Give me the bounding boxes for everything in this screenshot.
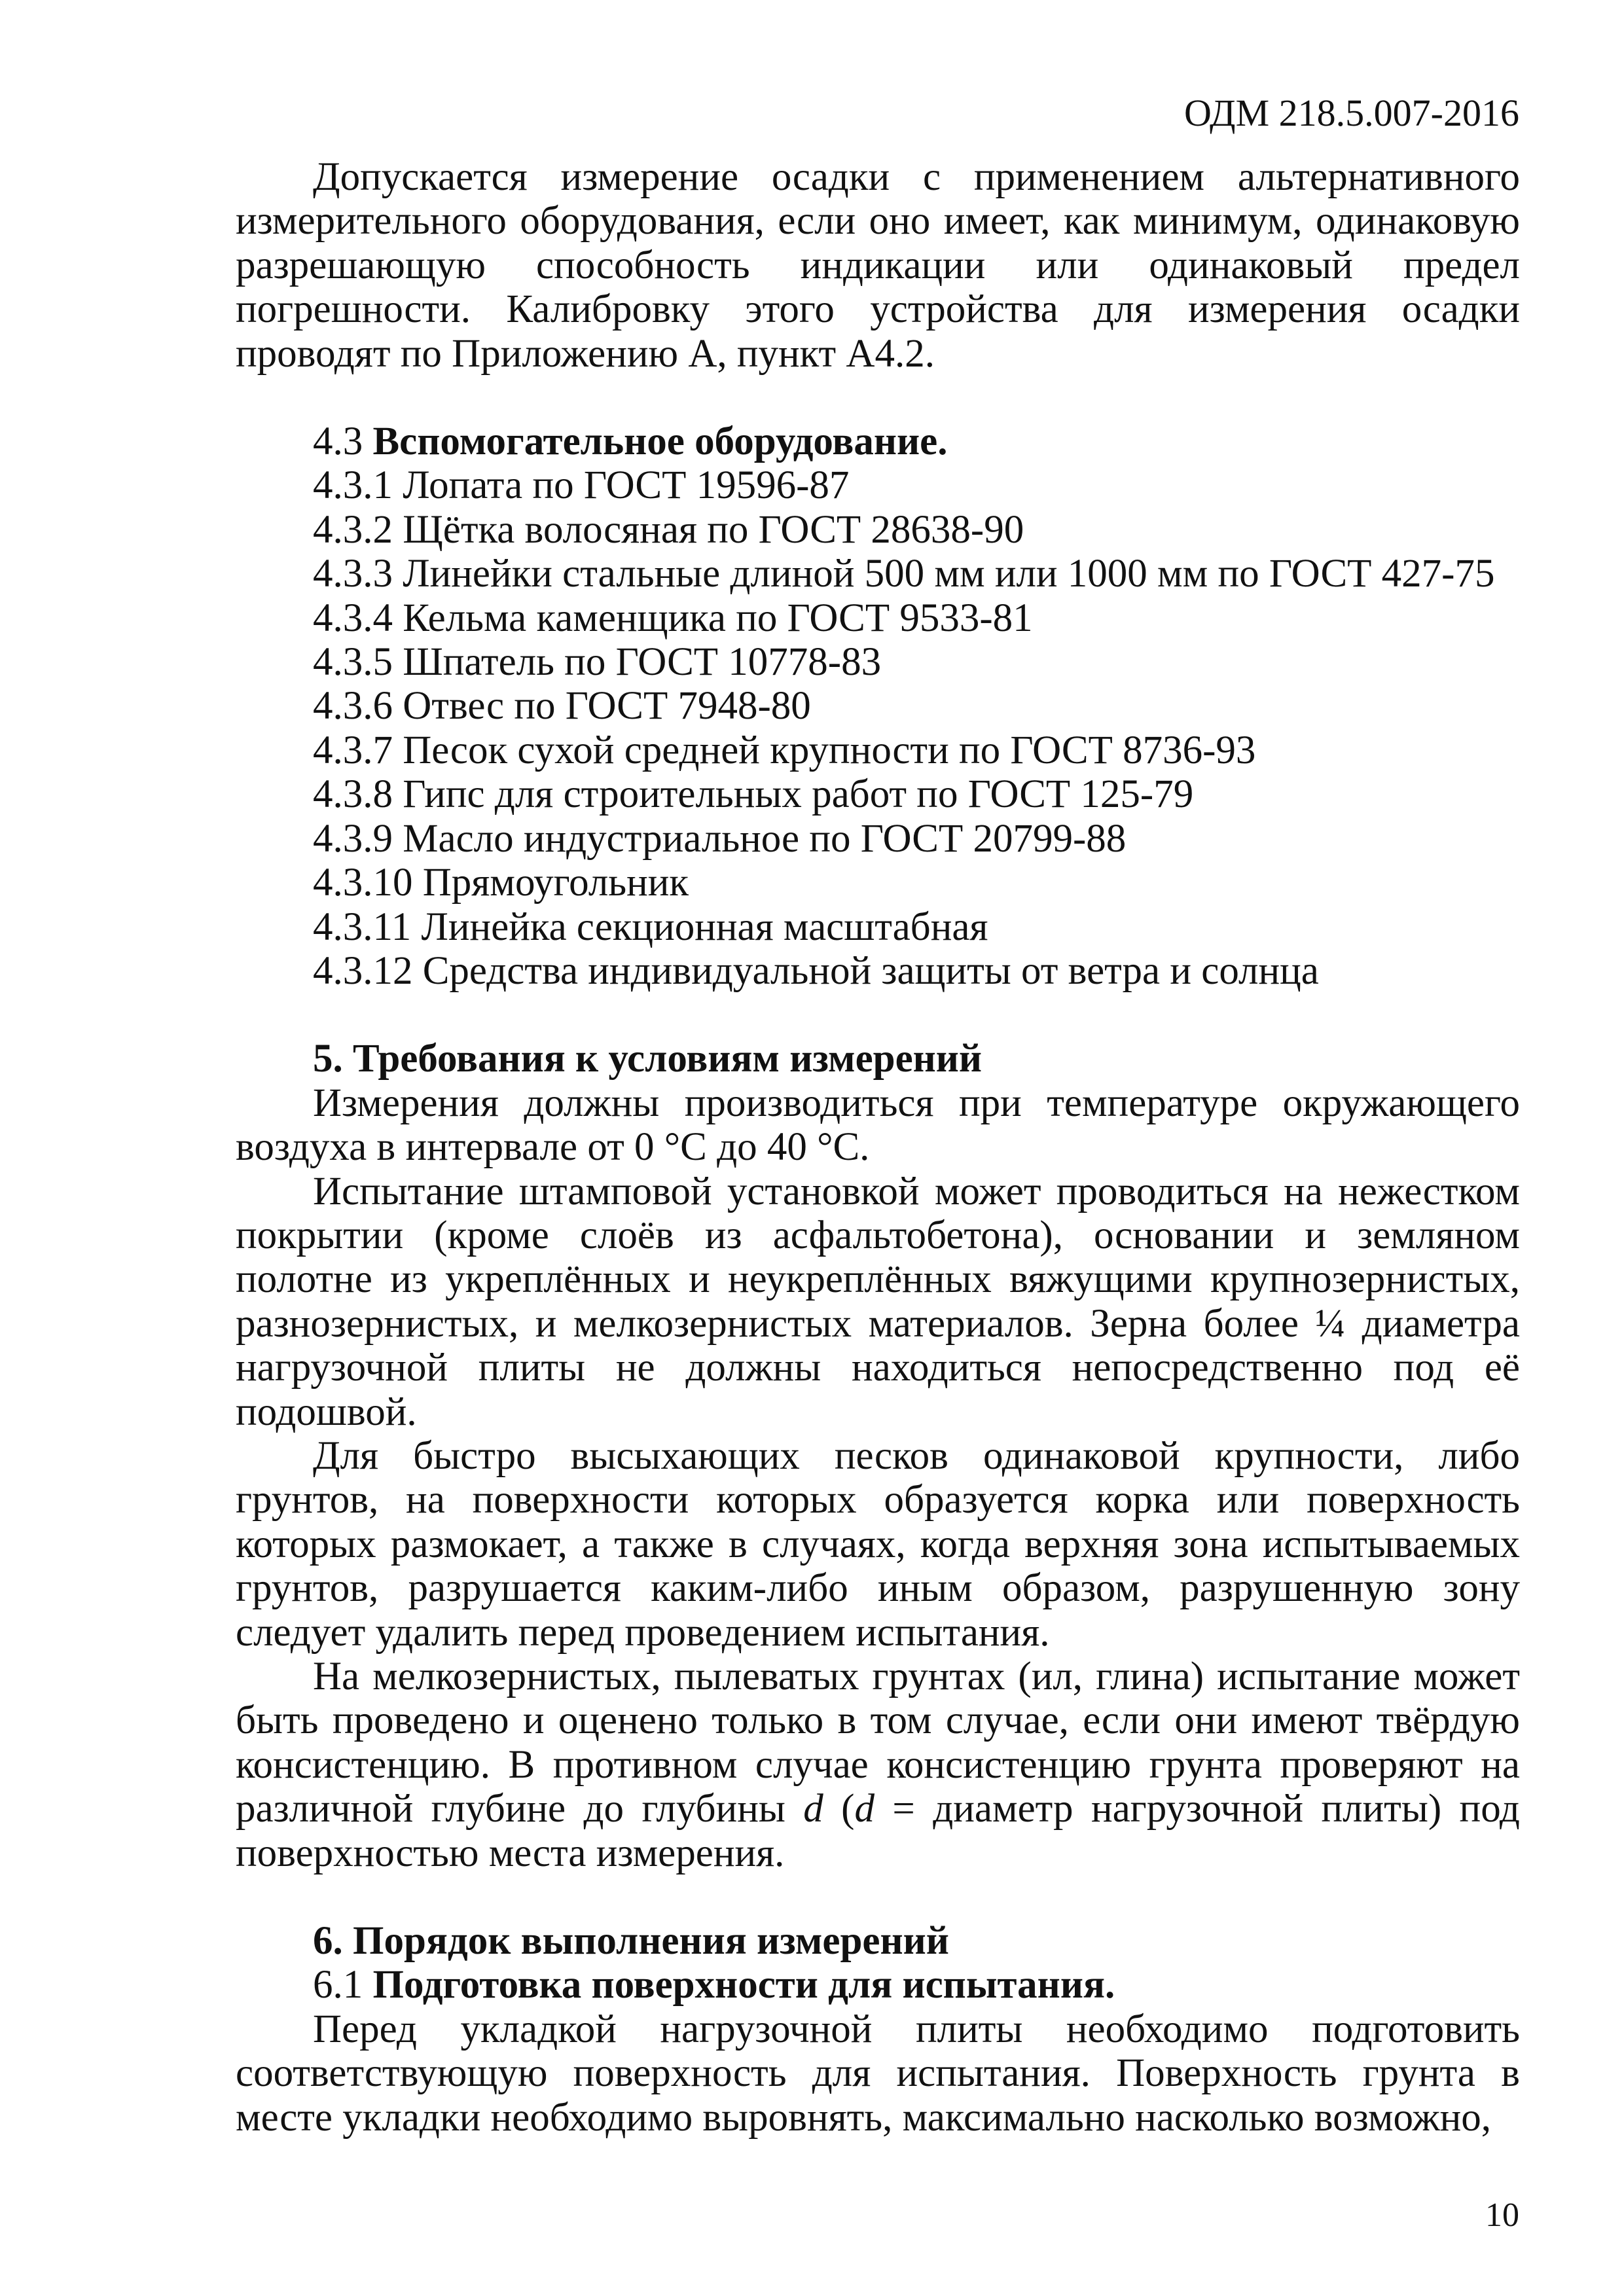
section-6-paragraph-1: Перед укладкой нагрузочной плиты необходимо подготовить соответствующую поверхность для испытания. Поверхность грунта в месте укладки необходимо выровнять, максимально насколько возможно, [236, 2007, 1520, 2140]
section-5-paragraph-2: Испытание штамповой установкой может проводиться на нежестком покрытии (кроме слоёв из асфальтобетона), основании и земляном полотне из укреплённых и неукреплённых вяжущими крупнозернистых, разнозернистых, и мелкозернистых материалов. Зерна более ¼ диаметра нагрузочной плиты не должны находиться непосредственно под её подошвой. [236, 1169, 1520, 1434]
page-number: 10 [1485, 2197, 1519, 2234]
section-6-1-title: Подготовка поверхности для испытания. [372, 1963, 1115, 2007]
spacer [236, 1875, 1520, 1919]
variable-d: d [803, 1787, 823, 1831]
paragraph-text: На мелкозернистых, пылеватых грунтах (ил, глина) испытание может быть проведено и оценено только в том случае, если они имеют твёрдую консистенцию. В противном случае консистенцию грунта проверяют на различной глубине до глубины [236, 1655, 1520, 1831]
spacer [236, 993, 1520, 1037]
section-6-heading: 6. Порядок выполнения измерений [313, 1919, 949, 1964]
section-5-paragraph-1: Измерения должны производиться при температуре окружающего воздуха в интервале от 0 °С до 40 °С. [236, 1081, 1520, 1170]
section-4-3-heading [236, 420, 1520, 463]
list-item: 4.3.11 Линейка секционная масштабная [313, 905, 988, 949]
list-item: 4.3.8 Гипс для строительных работ по ГОСТ 125-79 [313, 772, 1194, 817]
section-4-3-title: Вспомогательное оборудование. [372, 420, 948, 464]
list-item: 4.3.2 Щётка волосяная по ГОСТ 28638-90 [313, 507, 1024, 552]
list-item: 4.3.1 Лопата по ГОСТ 19596-87 [313, 463, 850, 508]
page-content [236, 155, 1520, 2140]
section-4-3-number: 4.3 [313, 420, 363, 464]
section-5-paragraph-3: Для быстро высыхающих песков одинаковой крупности, либо грунтов, на поверхности которых образуется корка или поверхность которых размокает, а также в случаях, когда верхняя зона испытываемых грунтов, разрушается каким-либо иным образом, разрушенную зону следует удалить перед проведением испытания. [236, 1433, 1520, 1655]
list-item: 4.3.5 Шпатель по ГОСТ 10778-83 [313, 640, 882, 685]
paragraph-text: ( [823, 1787, 855, 1831]
section-5-heading: 5. Требования к условиям измерений [313, 1037, 983, 1081]
list-item: 4.3.7 Песок сухой средней крупности по ГОСТ 8736-93 [313, 728, 1256, 772]
paragraph-text: = диаметр нагрузочной плиты) под поверхностью места измерения. [236, 1787, 1520, 1875]
document-code: ОДМ 218.5.007-2016 [1184, 92, 1519, 134]
list-item: 4.3.6 Отвес по ГОСТ 7948-80 [313, 684, 811, 728]
list-item: 4.3.9 Масло индустриальное по ГОСТ 20799-88 [313, 816, 1127, 861]
intro-paragraph: Допускается измерение осадки с применением альтернативного измерительного оборудования, если оно имеет, как минимум, одинаковую разрешающую способность индикации или одинаковый предел погрешности. Калибровку этого устройства для измерения осадки проводят по Приложению А, пункт А4.2. [236, 155, 1520, 376]
section-6-1-heading [236, 1963, 1520, 2007]
list-item: 4.3.3 Линейки стальные длиной 500 мм или 1000 мм по ГОСТ 427-75 [313, 552, 1495, 596]
list-item: 4.3.12 Средства индивидуальной защиты от ветра и солнца [313, 948, 1319, 993]
list-item: 4.3.10 Прямоугольник [313, 861, 689, 905]
spacer [236, 376, 1520, 420]
section-6-1-number: 6.1 [313, 1963, 363, 2007]
variable-d: d [854, 1787, 875, 1831]
list-item: 4.3.4 Кельма каменщика по ГОСТ 9533-81 [313, 596, 1033, 640]
section-5-paragraph-4 [236, 1655, 1520, 1875]
